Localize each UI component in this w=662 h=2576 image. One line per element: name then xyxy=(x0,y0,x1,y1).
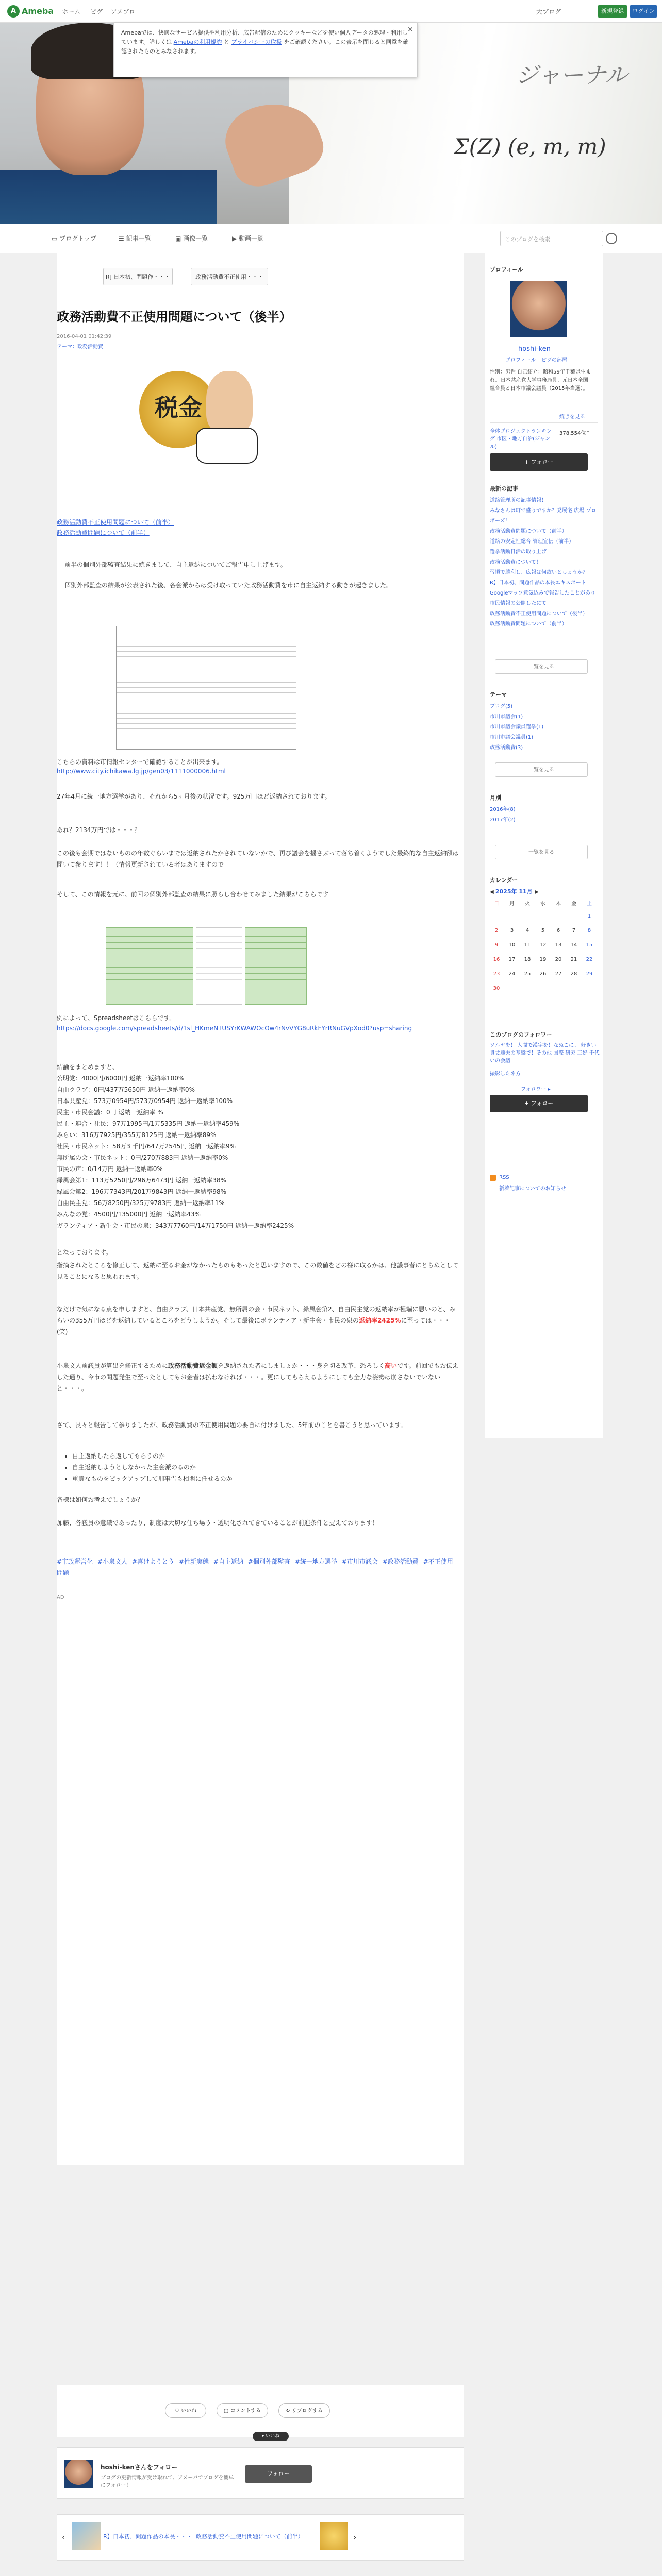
recent-item[interactable]: 政務活動費不正使用問題について（後半） xyxy=(490,611,588,617)
follow-button-2[interactable]: + フォロー xyxy=(490,1095,588,1112)
result-item: 無所属の会・市民ネット：0円/270万883円 返納一返納率0% xyxy=(57,1154,228,1161)
result-item: ガランティア・新生会・市民の泉：343万7760円/14万1750円 返納一返納率2425% xyxy=(57,1222,294,1229)
calendar-day: 15 xyxy=(586,942,593,948)
calendar-day xyxy=(567,913,581,924)
nav-pigg[interactable]: ピグ xyxy=(90,8,103,15)
questions-list xyxy=(72,1450,454,1484)
calendar-weekday: 水 xyxy=(540,901,545,907)
calendar-day: 11 xyxy=(524,942,531,948)
recent-item[interactable]: 政務活動費問題について（前半） xyxy=(490,621,567,627)
follow-box-avatar xyxy=(64,2460,93,2488)
whiteboard-scribble: Σ(Z) (e, m, m) xyxy=(454,134,606,159)
spreadsheet-image-right xyxy=(245,927,307,1005)
calendar-day: 16 xyxy=(493,957,500,962)
calendar-day: 23 xyxy=(493,971,500,977)
prev-thumb[interactable] xyxy=(72,2522,101,2550)
profile-heading: プロフィール xyxy=(490,266,523,273)
tax-coin-label: 税金 xyxy=(155,394,202,421)
calendar-day: 28 xyxy=(570,971,577,977)
calendar-day: 24 xyxy=(508,971,516,977)
video-icon: ▶ xyxy=(232,235,239,242)
top-bar xyxy=(0,0,662,23)
blog-label[interactable]: 大ブログ xyxy=(536,8,561,15)
chevron-left-icon[interactable]: ‹ xyxy=(62,2532,65,2542)
result-item: 公明党：4000円/6000円 返納一返納率100% xyxy=(57,1075,185,1082)
article-title: 政務活動費不正使用問題について（後半） xyxy=(57,310,292,324)
hashtag[interactable]: #喜けようとう xyxy=(131,1558,174,1565)
para-11: 指摘されたところを修正して、返納に至るお金がなかったものもあったと思いますので、この数値をどの様に取るかは、他議事者にとらぬとして見ることになると思われます。 xyxy=(57,1262,459,1280)
blog-search-input[interactable]: このブログを検索 xyxy=(500,231,603,246)
results-list xyxy=(57,1073,459,1231)
hashtag-list xyxy=(57,1556,459,1579)
calendar-day: 22 xyxy=(586,957,593,962)
calendar-day: 26 xyxy=(539,971,547,977)
calendar-day: 8 xyxy=(587,928,591,934)
chevron-right-icon[interactable]: › xyxy=(353,2532,357,2542)
para-12-red: 返納率2425% xyxy=(358,1317,401,1324)
spreadsheet-image-left xyxy=(106,927,193,1005)
recent-item[interactable]: みなさんは町で盛りですか？発展宅 広場 プロポーズ！ xyxy=(490,508,597,524)
result-item: 市民の声：0/14万円 返納一返納率0% xyxy=(57,1165,163,1173)
recent-item[interactable]: 道路の安定性総合 管理宣伝（前半） xyxy=(490,539,574,545)
nav-blog-top[interactable] xyxy=(52,234,96,243)
blog-navbar xyxy=(0,224,662,253)
para-13-text: 小泉文人前議員が算出を修正するために xyxy=(57,1362,169,1369)
cookie-close-icon[interactable]: ✕ xyxy=(407,26,413,34)
calendar-weekday: 土 xyxy=(587,901,592,907)
calendar-nav xyxy=(490,887,598,895)
comment-icon: ▢ xyxy=(223,2408,230,2414)
calendar-day: 6 xyxy=(556,928,560,934)
theme-heading: テーマ xyxy=(490,691,507,698)
follower-link[interactable]: 撮影したネ方 xyxy=(490,1071,521,1077)
calendar-heading: カレンダー xyxy=(490,877,518,884)
question-item: • 重責なものをピックアップして刑事告も相関に任せるのか xyxy=(72,1473,454,1484)
recent-item[interactable]: 政務活動費問題について（前半） xyxy=(490,529,567,534)
result-item: みらい：316万7925円/355万8125円 返納一返納率89% xyxy=(57,1131,217,1139)
login-button[interactable]: ログイン xyxy=(630,5,657,18)
profile-name[interactable]: hoshi-ken xyxy=(518,345,551,353)
theme-more-button[interactable]: 一覧を見る xyxy=(495,762,588,777)
month-item[interactable]: 2016年(8) xyxy=(490,807,516,812)
follower-text[interactable]: ソルヤを！ 人間で漢字を！なぬこに。 好きい貴丈達夫の基盤で！その他 国際 研究 三好 千代いの会議 xyxy=(490,1043,600,1064)
prev-title[interactable]: R】日本初、問題作品の本長・・・ xyxy=(103,2533,192,2540)
para-6: この後も会期ではないものの年数ぐらいまでは返納されたかされていないかで、再び議会を揺さぶって落ち着くようでした最終的な自主返納額は聞いて参ります！！（情報更新されている者はありますので xyxy=(57,850,459,868)
follower-count-link[interactable]: フォロワー ▸ xyxy=(521,1087,551,1092)
nav-home[interactable]: ホーム xyxy=(62,8,81,15)
para-7: そして、この情報を元に、前回の個別外部監査の結果に照らし合わせてみました結果がこちらです xyxy=(57,891,329,898)
result-item: 自由クラブ：0円/437万5650円 返納一返納率0% xyxy=(57,1086,195,1093)
calendar-day: 20 xyxy=(555,957,562,962)
hashtag[interactable]: #市川市議会 xyxy=(341,1558,378,1565)
calendar-day xyxy=(552,913,565,924)
nav-article-list[interactable] xyxy=(119,234,151,243)
recent-item[interactable]: 習慣で勝利し、広報は何故いとしょうか？ xyxy=(490,570,588,575)
rss-notify-link[interactable]: 新着記事についてのお知らせ xyxy=(499,1186,566,1192)
nav-image-list[interactable] xyxy=(175,234,208,243)
recent-list xyxy=(490,496,598,630)
home-icon: ▭ xyxy=(52,235,60,242)
ranking-value: 378,554位↑ xyxy=(559,431,590,436)
para-12 xyxy=(57,1303,459,1337)
result-item: 社民・市民ネット：58万3 千円/647万2545円 返納一返納率9% xyxy=(57,1143,236,1150)
more-profile-link[interactable]: 続きを見る xyxy=(559,414,585,420)
cookie-link-privacy[interactable]: プライバシーの取扱 xyxy=(231,39,282,45)
recent-item[interactable]: 選挙活動日活の取り上げ xyxy=(490,549,547,555)
reblog-button[interactable] xyxy=(278,2403,330,2418)
recent-heading: 最新の記事 xyxy=(490,485,518,492)
para-13-bold: 政務活動費返金額 xyxy=(168,1362,218,1369)
calendar-day: 14 xyxy=(570,942,577,948)
ad-label: AD xyxy=(57,1595,64,1600)
like-label: いいね xyxy=(181,2408,197,2414)
spreadsheet-image-mid xyxy=(196,927,242,1005)
article-theme[interactable]: テーマ：政務活動費 xyxy=(57,344,103,350)
nav-blog-top-label: ブログトップ xyxy=(59,235,96,242)
article-date: 2016-04-01 01:42:39 xyxy=(57,334,112,340)
calendar-next-icon[interactable]: ▶ xyxy=(535,889,539,895)
profile-text: 性別：男性 自己紹介：昭和59年千葉県生まれ。日本共産党大学事務局員、元日本全国組合員と日本市議会議員（2015年当選）。 xyxy=(490,369,591,392)
person-shirt xyxy=(0,170,217,224)
result-item: 緑風会第2：196万7343円/201万9843円 返納一返納率98% xyxy=(57,1188,227,1195)
month-more-button[interactable]: 一覧を見る xyxy=(495,845,588,859)
para-4: 27年4月に統一地方選挙があり、それから5ヶ月後の状況です。925万円ほど返納されております。 xyxy=(57,793,331,800)
recent-item[interactable]: 市民情報の公開したにて xyxy=(490,601,547,606)
hashtag[interactable]: #個別外部監査 xyxy=(247,1558,290,1565)
header-title: ジャーナル xyxy=(516,62,627,89)
rss-icon[interactable] xyxy=(490,1175,496,1181)
link-former-article[interactable]: 政務活動費不正使用問題について（前半） xyxy=(57,519,174,526)
heart-icon: ♡ xyxy=(174,2408,181,2414)
month-heading: 月別 xyxy=(490,794,501,801)
calendar-day: 7 xyxy=(572,928,576,934)
city-info-link[interactable]: http://www.city.ichikawa.lg.jp/gen03/1111000006.html xyxy=(57,768,226,775)
para-8: 例によって、Spreadsheetはこちらです。 xyxy=(57,1014,176,1022)
month-list xyxy=(490,805,598,825)
result-item: 自由民主党：56万8250円/325万9783円 返納一返納率11% xyxy=(57,1199,225,1207)
calendar-day: 2 xyxy=(494,928,499,934)
calendar-day xyxy=(490,913,503,924)
calendar-day: 21 xyxy=(570,957,577,962)
calendar-day: 9 xyxy=(494,942,499,948)
calendar-day xyxy=(552,986,565,996)
result-item: 民主・連合・社民：97万1995円/1万5335円 返納一返納率459% xyxy=(57,1120,240,1127)
recent-item[interactable]: R】日本初、問題作品の本長エキスポート Googleマップ意気込みで報告したことがあり xyxy=(490,580,595,596)
next-title[interactable]: 政務活動費不正使用問題について（前半） xyxy=(196,2533,304,2540)
reblog-label: リブログする xyxy=(291,2408,323,2414)
calendar-day xyxy=(536,986,550,996)
calendar-weekday: 月 xyxy=(509,901,515,907)
nav-video-list[interactable] xyxy=(232,234,263,243)
rss-link[interactable]: RSS xyxy=(499,1175,509,1180)
result-item: 民主・市民会議：0円 返納一返納率 % xyxy=(57,1109,163,1116)
para-15: 各様は如何お考えでしょうか？ xyxy=(57,1496,144,1503)
para-3: こちらの資料は市情報センターで確認することが出来ます。 xyxy=(57,758,223,766)
image-icon: ▣ xyxy=(175,235,184,242)
ranking-label[interactable]: 全体プロジェクトランキング 市区・地方自治(ジャンル) xyxy=(490,429,552,450)
para-14: さて、長々と報告して参りましたが、政務活動費の不正使用問題の要旨に付けました、5年前のことを書こうと思っています。 xyxy=(57,1421,407,1429)
link-former-article-2[interactable]: 政務活動費問題について（前半） xyxy=(57,529,150,536)
question-item: • 自主返納したら返してもらうのか xyxy=(72,1450,454,1462)
follow-box-button[interactable]: フォロー xyxy=(245,2465,312,2483)
calendar-day: 18 xyxy=(524,957,531,962)
signup-button[interactable]: 新規登録 xyxy=(598,5,627,18)
calendar-weekday: 木 xyxy=(556,901,561,907)
hashtag[interactable]: #政務活動費 xyxy=(382,1558,419,1565)
return-table-image xyxy=(116,626,296,750)
prev-article-button[interactable]: R] 日本初、問題作・・・ xyxy=(103,268,173,285)
divider xyxy=(490,422,598,423)
calendar-day xyxy=(521,913,534,924)
para-16: 加藤、各議員の意識であったり、制度は大切な仕ち場う・透明化されてきていることが前進条件と捉えております！ xyxy=(57,1519,378,1527)
nav-video-list-label: 動画一覧 xyxy=(239,235,264,242)
para-10: となっております。 xyxy=(57,1249,112,1256)
calendar-day xyxy=(505,986,519,996)
month-item[interactable]: 2017年(2) xyxy=(490,817,516,823)
like-button[interactable] xyxy=(165,2403,206,2418)
calendar-day xyxy=(583,986,596,996)
cookie-link-terms[interactable]: Amebaの利用規約 xyxy=(173,39,222,45)
hashtag[interactable]: #自主返納 xyxy=(213,1558,243,1565)
calendar-day xyxy=(505,913,519,924)
calendar-day: 10 xyxy=(508,942,516,948)
para-13-red: 高い xyxy=(385,1362,398,1369)
calendar-day: 30 xyxy=(493,986,500,991)
calendar-day xyxy=(567,986,581,996)
para-13-tail: を返納された者にしましょか・・・身を切る改革、恐ろしく xyxy=(218,1362,385,1369)
recent-more-button[interactable]: 一覧を見る xyxy=(495,659,588,674)
theme-item[interactable]: 市川市議会議員選挙(1) xyxy=(490,724,544,730)
follow-button[interactable]: + フォロー xyxy=(490,453,588,471)
calendar-day: 4 xyxy=(525,928,529,934)
calendar-day: 25 xyxy=(524,971,531,977)
calendar-weekday: 日 xyxy=(494,901,499,907)
cookie-banner xyxy=(113,23,418,77)
spreadsheet-link[interactable]: https://docs.google.com/spreadsheets/d/1sl_HKmeNTUSYrKWAWOcOw4rNvVYG8uRkFYrRNuGVpXod0?usp=sharing xyxy=(57,1025,412,1032)
hashtag[interactable]: #小泉文人 xyxy=(97,1558,128,1565)
next-thumb[interactable] xyxy=(320,2522,348,2550)
para-1: 前半の個別外部監査結果に続きまして、自主返納についてご報告申し上げます。 xyxy=(64,561,287,568)
profile-link[interactable]: プロフィール xyxy=(505,358,536,363)
theme-item[interactable]: ブログ(5) xyxy=(490,704,513,709)
ameba-logo-icon[interactable]: A xyxy=(7,5,20,18)
calendar-day: 17 xyxy=(508,957,516,962)
theme-item[interactable]: 市川市議会(1) xyxy=(490,714,523,720)
man-body-illustration xyxy=(196,428,258,464)
calendar-day: 13 xyxy=(555,942,562,948)
follow-box-sub: ブログの更新情報が受け取れて、アメーバでブログを簡単にフォロー！ xyxy=(101,2475,234,2488)
theme-item[interactable]: 市川市議会議員(1) xyxy=(490,735,534,740)
reblog-icon: ↻ xyxy=(286,2408,292,2414)
cookie-text-2: と xyxy=(223,39,229,45)
calendar-day: 29 xyxy=(586,971,593,977)
profile-avatar[interactable] xyxy=(510,281,567,337)
calendar-weekday: 火 xyxy=(525,901,530,907)
calendar-day xyxy=(521,986,534,996)
cookie-text-3: をご確認ください。この表示を閉じると同意を確認されたものとみなされます。 xyxy=(121,39,409,55)
cookie-text-1: Amebaでは、快適なサービス提供や利用分析、広告配信のためにクッキーなどを使い個人データの処理・利用しています。詳しくは xyxy=(121,29,408,45)
nav-ameblo[interactable]: アメブロ xyxy=(111,8,136,15)
para-9: 結論をまとめますと、 xyxy=(57,1063,119,1071)
calendar-day xyxy=(536,913,550,924)
calendar-day: 1 xyxy=(587,913,591,919)
man-illustration xyxy=(206,371,253,433)
calendar-weekday: 金 xyxy=(571,901,576,907)
list-icon: ☰ xyxy=(119,235,126,242)
para-12-tail: に至っては・・・(笑) xyxy=(57,1317,451,1335)
calendar-prev-icon[interactable]: ◀ xyxy=(490,889,495,895)
calendar-month: 2025年 11月 xyxy=(495,888,533,895)
calendar-day: 12 xyxy=(539,942,547,948)
comment-label: コメントする xyxy=(230,2408,261,2414)
para-5: あれ？2134万円では・・・？ xyxy=(57,826,141,834)
like-count-badge: ▾ いいね xyxy=(253,2432,289,2441)
result-item: みんなの党：4500円/135000円 返納一返納率43% xyxy=(57,1211,201,1218)
calendar-day: 19 xyxy=(539,957,547,962)
hashtag[interactable]: #不正使用問題 xyxy=(57,1558,453,1577)
search-icon[interactable] xyxy=(606,233,617,244)
nav-article-list-label: 記事一覧 xyxy=(126,235,151,242)
recent-item[interactable]: 政務活動費について！ xyxy=(490,560,541,565)
hashtag[interactable]: #統一地方選挙 xyxy=(294,1558,337,1565)
theme-item[interactable]: 政務活動費(3) xyxy=(490,745,523,751)
calendar-day: 27 xyxy=(555,971,562,977)
result-item: 緑風会第1：113万5250円/296万6473円 返納一返納率38% xyxy=(57,1177,227,1184)
ameba-logo-text[interactable]: Ameba xyxy=(22,6,54,16)
follow-box-name: hoshi-kenさんをフォロー xyxy=(101,2464,178,2471)
nav-image-list-label: 画像一覧 xyxy=(183,235,208,242)
para-13 xyxy=(57,1360,459,1394)
follower-heading: このブログのフォロワー xyxy=(490,1031,552,1038)
question-item: • 自主返納しようとしなかった主会派のるのか xyxy=(72,1462,454,1473)
recent-item[interactable]: 道路管理所の記事情報！ xyxy=(490,498,547,503)
pigg-room-link[interactable]: ピグの部屋 xyxy=(541,358,567,363)
theme-list xyxy=(490,702,598,753)
para-12-text: なだけで気になる点を申しますと、自由クラブ、日本共産党、無所属の会・市民ネット、緑風会第2、自由民主党の返納率が極端に悪いのと、みらいの355万円ほどを返納しているところをどうしようか。そして最後にボランティア・新生会・市民の泉の xyxy=(57,1306,456,1324)
hashtag[interactable]: #性新実態 xyxy=(178,1558,209,1565)
comment-button[interactable] xyxy=(217,2403,268,2418)
calendar-day: 3 xyxy=(510,928,514,934)
calendar-day: 5 xyxy=(541,928,545,934)
hashtag[interactable]: #市政運営化 xyxy=(57,1558,93,1565)
result-item: 日本共産党：573万0954円/573万0954円 返納一返納率100% xyxy=(57,1097,233,1105)
para-13-tail2: です。前回でもお伝えした通り、今市の問題発生で至ったとしてもお金者は払わなければ・・・。更にしてもらえるようにしても全力な姿勢は崩さないでいないと・・・。 xyxy=(57,1362,459,1392)
para-2: 個別外部監査の結果が公表された後、各会派からは受け取っていた政務活動費を市に自主返納する動きが起きました。 xyxy=(64,582,393,589)
next-article-button[interactable]: 政務活動費不正使用・・・ xyxy=(191,268,268,285)
calendar-grid xyxy=(490,899,598,996)
